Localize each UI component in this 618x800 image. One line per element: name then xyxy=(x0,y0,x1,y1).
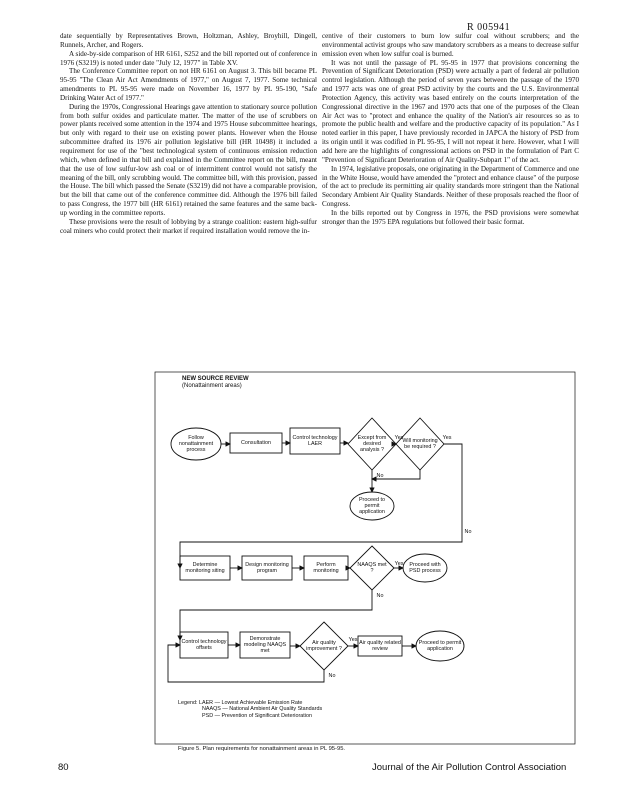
yes-label-monitoring: Yes xyxy=(442,434,452,441)
figure-title xyxy=(182,376,249,390)
no-label-air-quality: No xyxy=(328,672,336,679)
left-column-paragraph: During the 1970s, Congressional Hearings gave attention to stationary source pollution from both sulfur oxides and particulate matter. The matter of the use of scrubbers on power plants received some attention in the 1974 and 1975 House subcommittee hearings, but only with regard to their use on existing power plants. However when the House subcommittee drafted its 1976 air pollution legislative bill (HR 10498) it included a requirement for use of the "best technological system of continuous emission reduction which, when defined in that bill and explained in the Committee report on the bill, meant that the use of low sulfur-low ash coal or of intermittent control would not satisfy the meaning of the bill, only scrubbing would. The committee bill, with this provision, passed the House. The bill which passed the Senate (S3219) did not have a comparable provision, but the bill that came out of the conference committee did. Although the 1976 bill failed to pass Congress, the 1977 bill (HR 6161) retained the same features and the same back-up wording in the committee reports. xyxy=(60,102,317,217)
right-column-paragraph: centive of their customers to burn low sulfur coal without scrubbers; and the environmental activist groups who saw mandatory scrubbers as a means to decrease sulfur emission even when low sulfur coal is burned. xyxy=(322,32,579,58)
yes-label-naaqs: Yes xyxy=(394,560,404,567)
flowchart-figure xyxy=(150,370,580,755)
figure-caption: Figure 5. Plan requirements for nonattainment areas in PL 95-95. xyxy=(178,746,346,752)
label-except-analysis: Except from desired analysis ? xyxy=(357,434,387,454)
legend-line: Legend: LAER — Lowest Achievable Emission Rate xyxy=(178,700,303,706)
label-proceed-psd: Proceed with PSD process xyxy=(409,561,441,574)
yes-label-air-quality: Yes xyxy=(348,636,358,643)
label-control-technology: Control technology LAER xyxy=(292,434,338,447)
label-naaqs-met: NAAQS met ? xyxy=(357,561,387,574)
left-column-paragraph: The Conference Committee report on not HR 6161 on August 3. This bill became PL 95-95 "The Clean Air Act Amendments of 1977," on August 7, 1977. Some technical amendments to PL 95-95 were made on November 16, 1977 by PL 95-190, "Safe Drinking Water Act of 1977." xyxy=(60,67,317,102)
right-column-paragraph: In 1974, legislative proposals, one originating in the Department of Commerce and one in the White House, would have amended the "protect and enhance clause" of the purpose of the act to preclude its permitting air quality standards more stringent than the National Secondary Ambient Air Quality Standards. Neither of these proposals reached the floor of Congress. xyxy=(322,164,579,209)
label-follow-process: Follow nonattainment process xyxy=(178,434,214,454)
label-air-quality-review: Air quality related review xyxy=(359,639,401,652)
left-column-paragraph: These provisions were the result of lobbying by a strange coalition: eastern high-sulfur coal miners who could protect their market if required installation would remove the in- xyxy=(60,217,317,235)
label-air-quality-improvement: Air quality improvement ? xyxy=(306,639,342,652)
label-consultation: Consultation xyxy=(241,439,271,446)
yes-label-except: Yes xyxy=(394,434,404,441)
figure-subtitle: (Nonattainment areas) xyxy=(182,383,242,389)
left-column-paragraph: date sequentially by Representatives Brown, Holtzman, Ashley, Broyhill, Dingell, Runnels, Archer, and Rogers. xyxy=(60,32,317,49)
document-id: R 005941 xyxy=(467,22,511,33)
legend-line: PSD — Prevention of Significant Deterioration xyxy=(202,712,312,719)
no-label-monitoring: No xyxy=(464,528,472,535)
figure-title-main: NEW SOURCE REVIEW xyxy=(182,376,249,382)
label-perform-monitoring: Perform monitoring xyxy=(313,561,339,574)
no-label-naaqs: No xyxy=(376,592,384,599)
journal-name: Journal of the Air Pollution Control Association xyxy=(372,762,567,773)
left-column xyxy=(60,32,317,235)
left-column-paragraph: A side-by-side comparison of HR 6161, S252 and the bill reported out of conference in 1976 (S3219) is noted under date "July 12, 1977" in Table XV. xyxy=(60,49,317,67)
no-label-except: No xyxy=(376,472,384,479)
right-column xyxy=(322,32,579,227)
label-proceed-permit-1: Proceed to permit application xyxy=(358,496,386,516)
label-control-offsets: Control technology offsets xyxy=(181,638,227,651)
label-determine-siting: Determine monitoring siting xyxy=(185,561,225,574)
right-column-paragraph: It was not until the passage of PL 95-95 in 1977 that provisions concerning the Prevention of Significant Deterioration (PSD) were actually a part of federal air pollution control legislation. Although the period of seven years between the passage of the 1970 and 1977 acts was one of great PSD activity by the courts and the U.S. Environmental Protection Agency, this activity was based entirely on the courts interpretation of the Congressional directive in the 1967 and 1970 acts that one of the purposes of the Clean Air Act was to "protect and enhance the quality of the Nation's air resources so as to promote the public health and welfare and the productive capacity of its population." As I noted earlier in this paper, I have previously recorded in JAPCA the history of PSD from its origin until it was codified in PL 95-95, I will not repeat it here. However, what I will add here are the highlights of congressional actions on PSD in the formulation of Part C "Prevention of Significant Deterioration of Air Quality-Subpart 1" of the act. xyxy=(322,58,579,164)
label-design-program: Design monitoring program xyxy=(245,561,289,574)
legend-line: NAAQS — National Ambient Air Quality Standards xyxy=(202,706,323,713)
label-demonstrate-modeling: Demonstrate modeling NAAQS met xyxy=(243,635,287,655)
label-will-monitoring: Will monitoring be required ? xyxy=(402,437,438,450)
page-number: 80 xyxy=(58,762,69,773)
right-column-paragraph: In the bills reported out by Congress in 1976, the PSD provisions were somewhat stronger than the 1975 EPA regulations but followed their basic format. xyxy=(322,208,579,226)
label-proceed-permit-2: Proceed to permit application xyxy=(418,639,462,652)
figure-legend xyxy=(178,700,322,719)
